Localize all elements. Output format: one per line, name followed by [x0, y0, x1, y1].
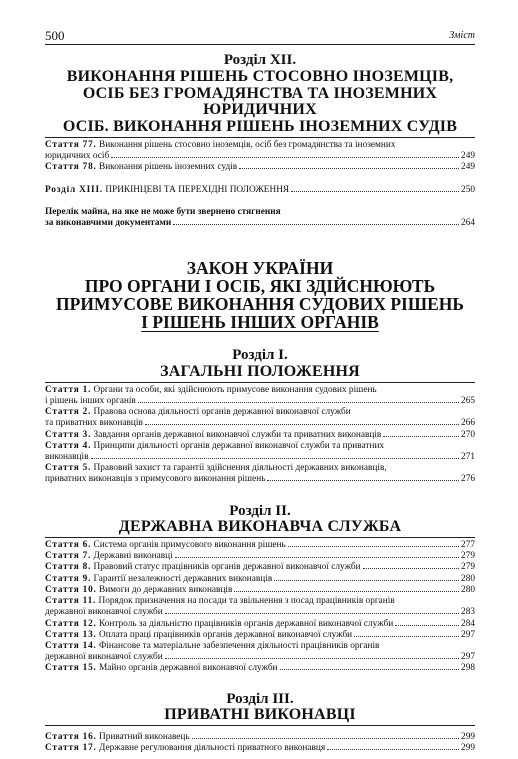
leader-dots — [280, 669, 460, 670]
toc-entry[interactable] — [45, 574, 475, 585]
toc-entry[interactable] — [45, 441, 475, 463]
leader-dots — [145, 424, 459, 425]
toc-entry-label: Стаття 1. — [45, 384, 92, 395]
toc-entry-page: 279 — [461, 551, 475, 562]
toc-entry-label: Стаття 9. — [45, 573, 92, 584]
toc-entry-page: 277 — [461, 540, 475, 551]
leader-dots — [327, 749, 459, 750]
section-12-title-line: ВИКОНАННЯ РІШЕНЬ СТОСОВНО ІНОЗЕМЦІВ, — [66, 67, 454, 85]
toc-entry[interactable] — [45, 743, 475, 754]
law-title-line: ЗАКОН УКРАЇНИ — [186, 258, 334, 279]
toc-entry-label: Стаття 12. — [45, 618, 97, 629]
toc-entry-label: Стаття 3. — [45, 429, 92, 440]
law-title — [45, 259, 475, 331]
toc-entry-label: Стаття 8. — [45, 562, 92, 573]
toc-entry-title: Контроль за діяльністю працівників органів державної виконавчої служби — [99, 618, 394, 629]
toc-entry-label: Стаття 15. — [45, 663, 97, 674]
toc-entry-title: Гарантії незалежності державних виконавців — [93, 573, 273, 584]
leader-dots — [175, 557, 459, 558]
toc-entry[interactable] — [45, 463, 475, 485]
toc-entry[interactable] — [45, 407, 475, 429]
toc-entry-page: 276 — [461, 474, 475, 485]
toc-entry-title-cont: за виконавчими документами — [45, 217, 172, 228]
leader-dots — [291, 191, 459, 192]
toc-entry-title: Порядок призначення на посади та звільнення з посад працівників органів — [98, 596, 395, 607]
toc-entry-title: Органи та особи, які здійснюють примусове виконання судових рішень — [93, 384, 377, 395]
toc-entry-page: 280 — [461, 584, 475, 595]
law-title-line: ПРО ОРГАНИ І ОСІБ, ЯКІ ЗДІЙСНЮЮТЬ — [84, 276, 436, 297]
toc-entry-title-cont: державної виконавчої служби — [45, 652, 163, 663]
toc-entry-label: Стаття 10. — [45, 584, 97, 595]
section-2-heading: Розділ II. — [229, 502, 291, 519]
law-title-line: І РІШЕНЬ ІНШИХ ОРГАНІВ — [141, 312, 379, 333]
toc-entry-label: Стаття 78. — [45, 162, 97, 173]
leader-dots — [234, 591, 459, 592]
toc-entry[interactable] — [45, 619, 475, 630]
toc-entry-title: Оплата праці працівників органів державної виконавчої служби — [99, 629, 353, 640]
section-3-title: ПРИВАТНІ ВИКОНАВЦІ — [45, 707, 475, 726]
leader-dots — [395, 625, 459, 626]
toc-entry-page: 266 — [461, 418, 475, 429]
toc-entry[interactable] — [45, 430, 475, 441]
section-1 — [45, 348, 475, 485]
toc-entry-title: Перелік майна, на яке не може бути звернено стягнення — [45, 206, 281, 217]
toc-entry-title-cont: та приватних виконавців — [45, 418, 143, 429]
toc-entry-page: 264 — [461, 217, 475, 228]
toc-entry-label: Стаття 17. — [45, 743, 97, 754]
leader-dots — [363, 568, 459, 569]
toc-entry-title: Правова основа діяльності органів державної виконавчої служби — [93, 407, 351, 418]
toc-entry-label: Стаття 11. — [45, 596, 97, 607]
toc-entry[interactable] — [45, 562, 475, 573]
toc-entry-label: Стаття 6. — [45, 540, 92, 551]
toc-entry-title: Вимоги до державних виконавців — [99, 584, 233, 595]
toc-entry[interactable] — [45, 596, 475, 618]
toc-entry-title-cont: виконавців — [45, 451, 89, 462]
toc-entry-label: Стаття 7. — [45, 551, 92, 562]
section-12 — [45, 53, 475, 174]
leader-dots — [165, 658, 459, 659]
toc-entry[interactable] — [45, 385, 475, 407]
section-1-title: ЗАГАЛЬНІ ПОЛОЖЕННЯ — [45, 364, 475, 383]
toc-entry-label: Стаття 16. — [45, 732, 97, 743]
section-12-title-line: ОСІБ. ВИКОНАННЯ РІШЕНЬ ІНОЗЕМНИХ СУДІВ — [45, 119, 475, 138]
leader-dots — [138, 402, 459, 403]
toc-entry-page: 249 — [461, 151, 475, 162]
toc-entry-label: Стаття 13. — [45, 629, 97, 640]
toc-entry-page: 283 — [461, 607, 475, 618]
toc-entry[interactable] — [45, 551, 475, 562]
toc-entry-page: 271 — [461, 451, 475, 462]
toc-entry-label: Стаття 5. — [45, 463, 92, 474]
toc-entry-title: Завдання органів державної виконавчої служби та приватних виконавців — [93, 429, 382, 440]
toc-entry-label: Стаття 4. — [45, 440, 92, 451]
toc-entry-page: 297 — [461, 652, 475, 663]
leader-dots — [274, 580, 459, 581]
toc-entry-page: 265 — [461, 395, 475, 406]
toc-entry-label: Стаття 77. — [45, 139, 97, 150]
section-2 — [45, 504, 475, 675]
toc-entry[interactable] — [45, 162, 475, 173]
toc-entry-title: Приватний виконавець — [99, 732, 190, 743]
toc-entry-page: 270 — [461, 429, 475, 440]
toc-entry-title: Виконання рішень іноземних судів — [99, 162, 238, 173]
toc-page — [45, 28, 475, 754]
leader-dots — [91, 458, 460, 459]
section-12-title-line: ОСІБ БЕЗ ГРОМАДЯНСТВА ТА ІНОЗЕМНИХ ЮРИДИЧНИХ — [82, 84, 438, 119]
toc-entry-title: Правовий захист та гарантії здійснення діяльності державних виконавців, — [93, 463, 387, 474]
leader-dots — [354, 636, 459, 637]
toc-entry-title: Майно органів державної виконавчої служби — [99, 663, 278, 674]
toc-entry-title-cont: юридичних осіб — [45, 151, 110, 162]
toc-entry-page: 299 — [461, 732, 475, 743]
toc-entry-page: 280 — [461, 573, 475, 584]
toc-entry-title-cont: приватних виконавців з примусового виконання рішень — [45, 474, 266, 485]
toc-entry[interactable] — [45, 732, 475, 743]
leader-dots — [165, 613, 459, 614]
toc-entry-title: Державне регулювання діяльності приватного виконавця — [99, 743, 326, 754]
toc-entry[interactable] — [45, 140, 475, 162]
toc-entry-title: Принципи діяльності органів державної виконавчої служби та приватних — [93, 440, 385, 451]
section-3-heading: Розділ III. — [226, 690, 294, 707]
toc-entry[interactable] — [45, 641, 475, 663]
toc-entry-page: 284 — [461, 618, 475, 629]
leader-dots — [192, 738, 459, 739]
leader-dots — [383, 436, 459, 437]
section-1-heading: Розділ I. — [232, 347, 288, 364]
running-header — [45, 28, 475, 45]
toc-entry-title: Державні виконавці — [93, 551, 173, 562]
leader-dots — [267, 480, 459, 481]
toc-entry-label: Стаття 2. — [45, 407, 92, 418]
toc-entry-page: 279 — [461, 562, 475, 573]
toc-entry[interactable] — [45, 540, 475, 551]
toc-entry-title: Фінансове та матеріальне забезпечення діяльності працівників органів — [99, 640, 380, 651]
toc-entry[interactable] — [45, 663, 475, 674]
toc-entry-page: 298 — [461, 663, 475, 674]
toc-entry-title: Правовий статус працівників органів державної виконавчої служби — [93, 562, 361, 573]
leader-dots — [288, 546, 459, 547]
toc-entry-title: ПРИКІНЦЕВІ ТА ПЕРЕХІДНІ ПОЛОЖЕННЯ — [105, 184, 290, 195]
toc-entry-label: Розділ XIII. — [45, 184, 103, 195]
page-number: 500 — [45, 28, 65, 43]
toc-entry-title-cont: і рішень інших органів — [45, 395, 136, 406]
toc-entry-title-cont: державної виконавчої служби — [45, 607, 163, 618]
toc-entry-title: Система органів примусового виконання рішень — [93, 540, 286, 551]
toc-entry-property-list[interactable] — [45, 207, 475, 229]
leader-dots — [111, 157, 459, 158]
toc-entry-page: 299 — [461, 743, 475, 754]
section-3 — [45, 692, 475, 755]
running-title: Зміст — [449, 30, 475, 41]
toc-entry-page: 249 — [461, 162, 475, 173]
toc-entry-label: Стаття 14. — [45, 640, 97, 651]
toc-entry-page: 297 — [461, 629, 475, 640]
toc-entry-title: Виконання рішень стосовно іноземців, осіб без громадянства та іноземних — [99, 139, 396, 150]
toc-entry[interactable] — [45, 585, 475, 596]
toc-entry[interactable] — [45, 630, 475, 641]
toc-entry-section-13[interactable] — [45, 185, 475, 196]
leader-dots — [173, 224, 459, 225]
toc-entry-page: 250 — [461, 184, 475, 195]
section-12-heading: Розділ XII. — [223, 52, 297, 68]
leader-dots — [239, 168, 459, 169]
law-title-line: ПРИМУСОВЕ ВИКОНАННЯ СУДОВИХ РІШЕНЬ — [56, 294, 464, 315]
section-2-title: ДЕРЖАВНА ВИКОНАВЧА СЛУЖБА — [45, 519, 475, 538]
